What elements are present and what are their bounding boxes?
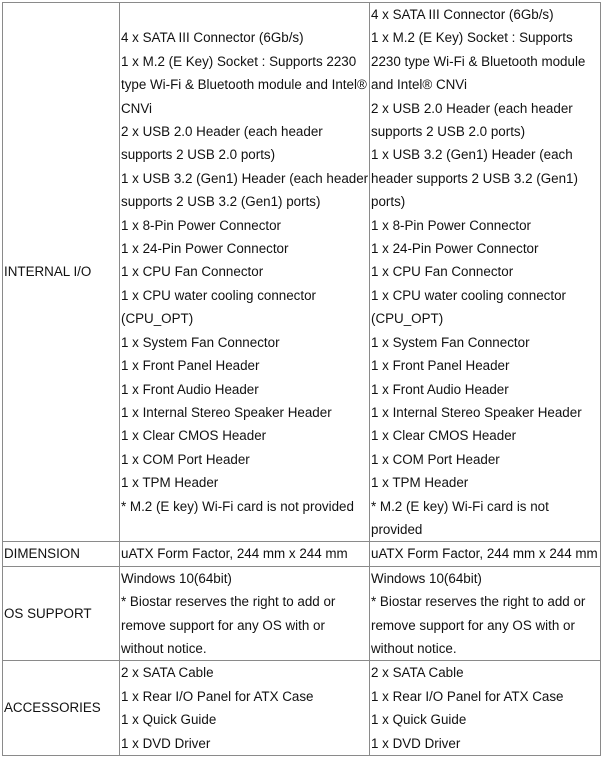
spec-line: 1 x Clear CMOS Header [121,428,267,444]
spec-line: 1 x System Fan Connector [121,334,280,350]
spec-line: 2 x USB 2.0 Header (each header supports 2 USB 2.0 ports) [371,100,573,140]
spec-line: 1 x CPU water cooling connector (CPU_OPT) [121,287,317,327]
spec-line: 1 x Front Audio Header [371,381,509,397]
spec-line: 1 x USB 3.2 (Gen1) Header (each header supports 2 USB 3.2 (Gen1) ports) [121,170,369,210]
spec-row [3,566,601,661]
spec-line: 1 x USB 3.2 (Gen1) Header (each header supports 2 USB 3.2 (Gen1) ports) [371,147,578,210]
spec-cell-col2 [370,661,601,756]
spec-cell-col1 [120,566,370,661]
spec-line: 1 x COM Port Header [121,451,250,467]
spec-line: * Biostar reserves the right to add or remove support for any OS with or without notice. [371,594,586,656]
spec-line: 1 x System Fan Connector [371,334,530,350]
spec-row [3,542,601,566]
spec-cell-col2 [370,566,601,661]
spec-line: 1 x 24-Pin Power Connector [371,241,539,257]
spec-line: 1 x M.2 (E Key) Socket : Supports 2230 type Wi-Fi & Bluetooth module and Intel® CNVi [371,30,586,93]
spec-line: * M.2 (E key) Wi-Fi card is not provided [371,498,549,537]
spec-line: 1 x Clear CMOS Header [371,428,517,444]
spec-line: 2 x SATA Cable [371,665,464,681]
spec-line: Windows 10(64bit) [121,570,232,586]
spec-line: 1 x 24-Pin Power Connector [121,241,289,257]
spec-line: 1 x CPU Fan Connector [371,264,514,280]
spec-line: 2 x USB 2.0 Header (each header supports 2 USB 2.0 ports) [121,124,323,163]
spec-row-label: DIMENSION [3,542,120,566]
spec-line: 1 x DVD Driver [371,735,461,751]
spec-line: 1 x Internal Stereo Speaker Header [371,404,582,420]
spec-line: 1 x TPM Header [371,475,469,491]
spec-line: 1 x 8-Pin Power Connector [371,217,532,233]
spec-line: 1 x Front Panel Header [121,358,260,374]
spec-line: 1 x Quick Guide [121,712,217,728]
spec-line: * Biostar reserves the right to add or remove support for any OS with or without notice. [121,594,336,656]
spec-line: 1 x CPU Fan Connector [121,264,264,280]
spec-cell-col1 [120,542,370,566]
spec-line: uATX Form Factor, 244 mm x 244 mm [121,546,348,562]
spec-row-label: ACCESSORIES [3,661,120,756]
spec-line: 1 x CPU water cooling connector (CPU_OPT) [371,287,567,327]
spec-row [3,661,601,756]
spec-table [2,2,601,756]
spec-line: 1 x Rear I/O Panel for ATX Case [371,688,564,704]
spec-line: 1 x M.2 (E Key) Socket : Supports 2230 type Wi-Fi & Bluetooth module and Intel® CNVi [121,53,367,116]
spec-table-body [3,3,601,756]
spec-cell-col1 [120,661,370,756]
spec-line: 1 x TPM Header [121,475,219,491]
spec-cell-col1 [120,3,370,542]
spec-line: uATX Form Factor, 244 mm x 244 mm [371,546,598,562]
spec-line: 1 x Rear I/O Panel for ATX Case [121,688,314,704]
spec-line: * M.2 (E key) Wi-Fi card is not provided [121,498,354,514]
spec-row-label: INTERNAL I/O [3,3,120,542]
spec-line: 1 x COM Port Header [371,451,500,467]
spec-line: 1 x Front Audio Header [121,381,259,397]
spec-line: Windows 10(64bit) [371,570,482,586]
spec-cell-col2 [370,3,601,542]
spec-line: 1 x Front Panel Header [371,358,510,374]
spec-line: 4 x SATA III Connector (6Gb/s) [121,30,304,46]
spec-line: 1 x Internal Stereo Speaker Header [121,404,332,420]
spec-line: 4 x SATA III Connector (6Gb/s) [371,7,554,22]
spec-line: 1 x 8-Pin Power Connector [121,217,282,233]
spec-row-label: OS SUPPORT [3,566,120,661]
spec-line: 1 x DVD Driver [121,735,211,751]
spec-line: 2 x SATA Cable [121,665,214,681]
spec-row [3,3,601,542]
spec-cell-col2 [370,542,601,566]
spec-line: 1 x Quick Guide [371,712,467,728]
